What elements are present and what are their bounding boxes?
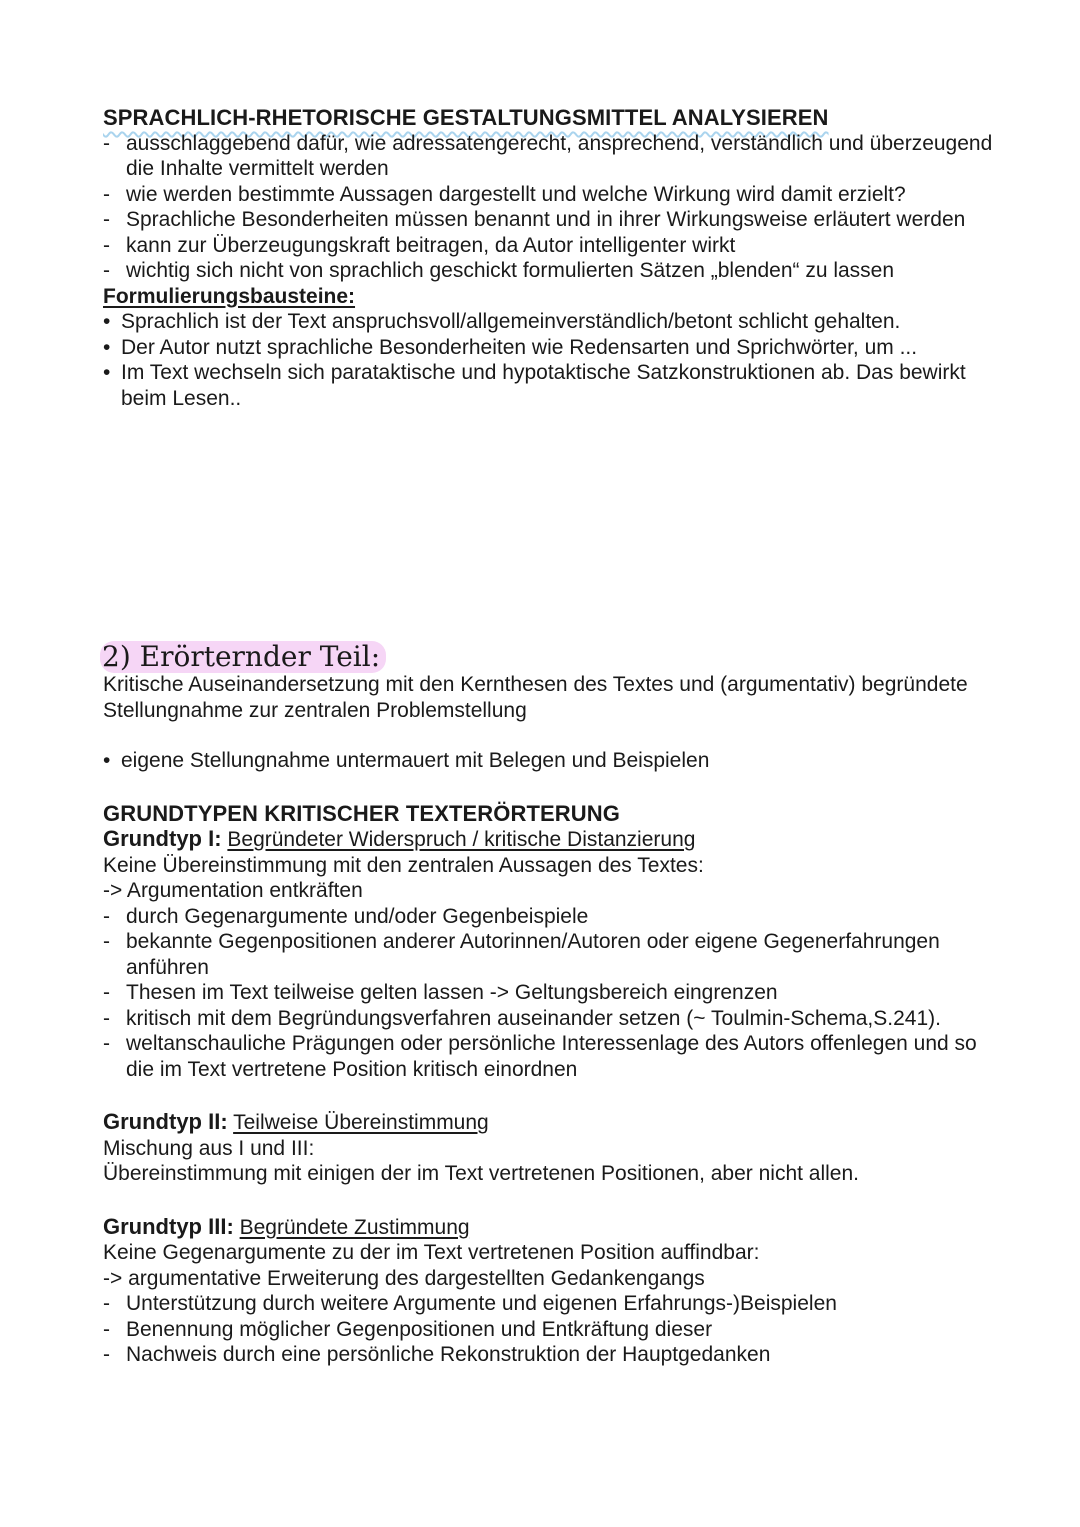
list-item: - wichtig sich nicht von sprachlich geschickt formulierten Sätzen „blenden“ zu lassen — [103, 258, 993, 284]
grundtyp-1-header — [103, 826, 993, 853]
list-item: - wie werden bestimmte Aussagen dargestellt und welche Wirkung wird damit erzielt? — [103, 182, 993, 208]
phrases-heading: Formulierungsbausteine: — [103, 284, 356, 308]
grundtyp-label: Grundtyp I: — [103, 826, 222, 851]
grundtyp-1-points — [103, 904, 993, 1083]
list-item: - Nachweis durch eine persönliche Rekonstruktion der Hauptgedanken — [103, 1342, 993, 1368]
grundtyp-text: Mischung aus I und III: — [103, 1136, 315, 1160]
grundtyp-text: Keine Gegenargumente zu der im Text vertretenen Position auffindbar: — [103, 1241, 760, 1264]
list-item: - kritisch mit dem Begründungsverfahren auseinander setzen (~ Toulmin-Schema,S.241). — [103, 1006, 993, 1032]
grundtyp-title: Begründeter Widerspruch / kritische Distanzierung — [227, 828, 696, 851]
list-item: - durch Gegenargumente und/oder Gegenbeispiele — [103, 904, 993, 930]
grundtyp-3-header — [103, 1214, 993, 1241]
list-item: - kann zur Überzeugungskraft beitragen, da Autor intelligenter wirkt — [103, 233, 993, 259]
grundtyp-text: Keine Übereinstimmung mit den zentralen Aussagen des Textes: — [103, 853, 704, 877]
list-item: - Unterstützung durch weitere Argumente und eigenen Erfahrungs-)Beispielen — [103, 1291, 993, 1317]
section2-heading: GRUNDTYPEN KRITISCHER TEXTERÖRTERUNG — [103, 800, 620, 826]
document-page — [103, 105, 993, 1368]
list-item: • eigene Stellungnahme untermauert mit Belegen und Beispielen — [103, 748, 993, 774]
grundtyp-text: -> argumentative Erweiterung des dargestellten Gedankengangs — [103, 1266, 705, 1290]
section2-bullets — [103, 748, 993, 774]
list-item: • Sprachlich ist der Text anspruchsvoll/allgemeinverständlich/betont schlicht gehalten. — [103, 309, 993, 335]
section1-points — [103, 131, 993, 284]
section1-heading: SPRACHLICH-RHETORISCHE GESTALTUNGSMITTEL ANALYSIEREN — [103, 105, 829, 130]
list-item: - Benennung möglicher Gegenpositionen und Entkräftung dieser — [103, 1317, 993, 1343]
list-item: - bekannte Gegenpositionen anderer Autorinnen/Autoren oder eigene Gegenerfahrungen anführen — [103, 929, 993, 980]
list-item: - ausschlaggebend dafür, wie adressatengerecht, ansprechend, verständlich und überzeugend die Inhalte vermittelt werden — [103, 131, 993, 182]
list-item: - Thesen im Text teilweise gelten lassen -> Geltungsbereich eingrenzen — [103, 980, 993, 1006]
section2-intro: Kritische Auseinandersetzung mit den Kernthesen des Textes und (argumentativ) begründete Stellungnahme zur zentralen Problemstellung — [103, 673, 968, 722]
grundtyp-3-points — [103, 1291, 993, 1368]
list-item: • Der Autor nutzt sprachliche Besonderheiten wie Redensarten und Sprichwörter, um ... — [103, 335, 993, 361]
section2-title: 2) Erörternder Teil: — [100, 641, 386, 673]
list-item: - weltanschauliche Prägungen oder persönliche Interessenlage des Autors offenlegen und so die im Text vertretene Position kritisch einordnen — [103, 1031, 993, 1082]
grundtyp-2-header — [103, 1109, 993, 1136]
phrases-list — [103, 309, 993, 411]
list-item: - Sprachliche Besonderheiten müssen benannt und in ihrer Wirkungsweise erläutert werden — [103, 207, 993, 233]
grundtyp-title: Teilweise Übereinstimmung — [233, 1111, 489, 1134]
grundtyp-text: Übereinstimmung mit einigen der im Text vertretenen Positionen, aber nicht allen. — [103, 1162, 859, 1185]
grundtyp-label: Grundtyp II: — [103, 1109, 228, 1134]
list-item: • Im Text wechseln sich parataktische und hypotaktische Satzkonstruktionen ab. Das bewirkt beim Lesen.. — [103, 360, 993, 411]
grundtyp-title: Begründete Zustimmung — [239, 1215, 470, 1239]
grundtyp-label: Grundtyp III: — [103, 1213, 234, 1239]
grundtyp-text: -> Argumentation entkräften — [103, 879, 363, 902]
